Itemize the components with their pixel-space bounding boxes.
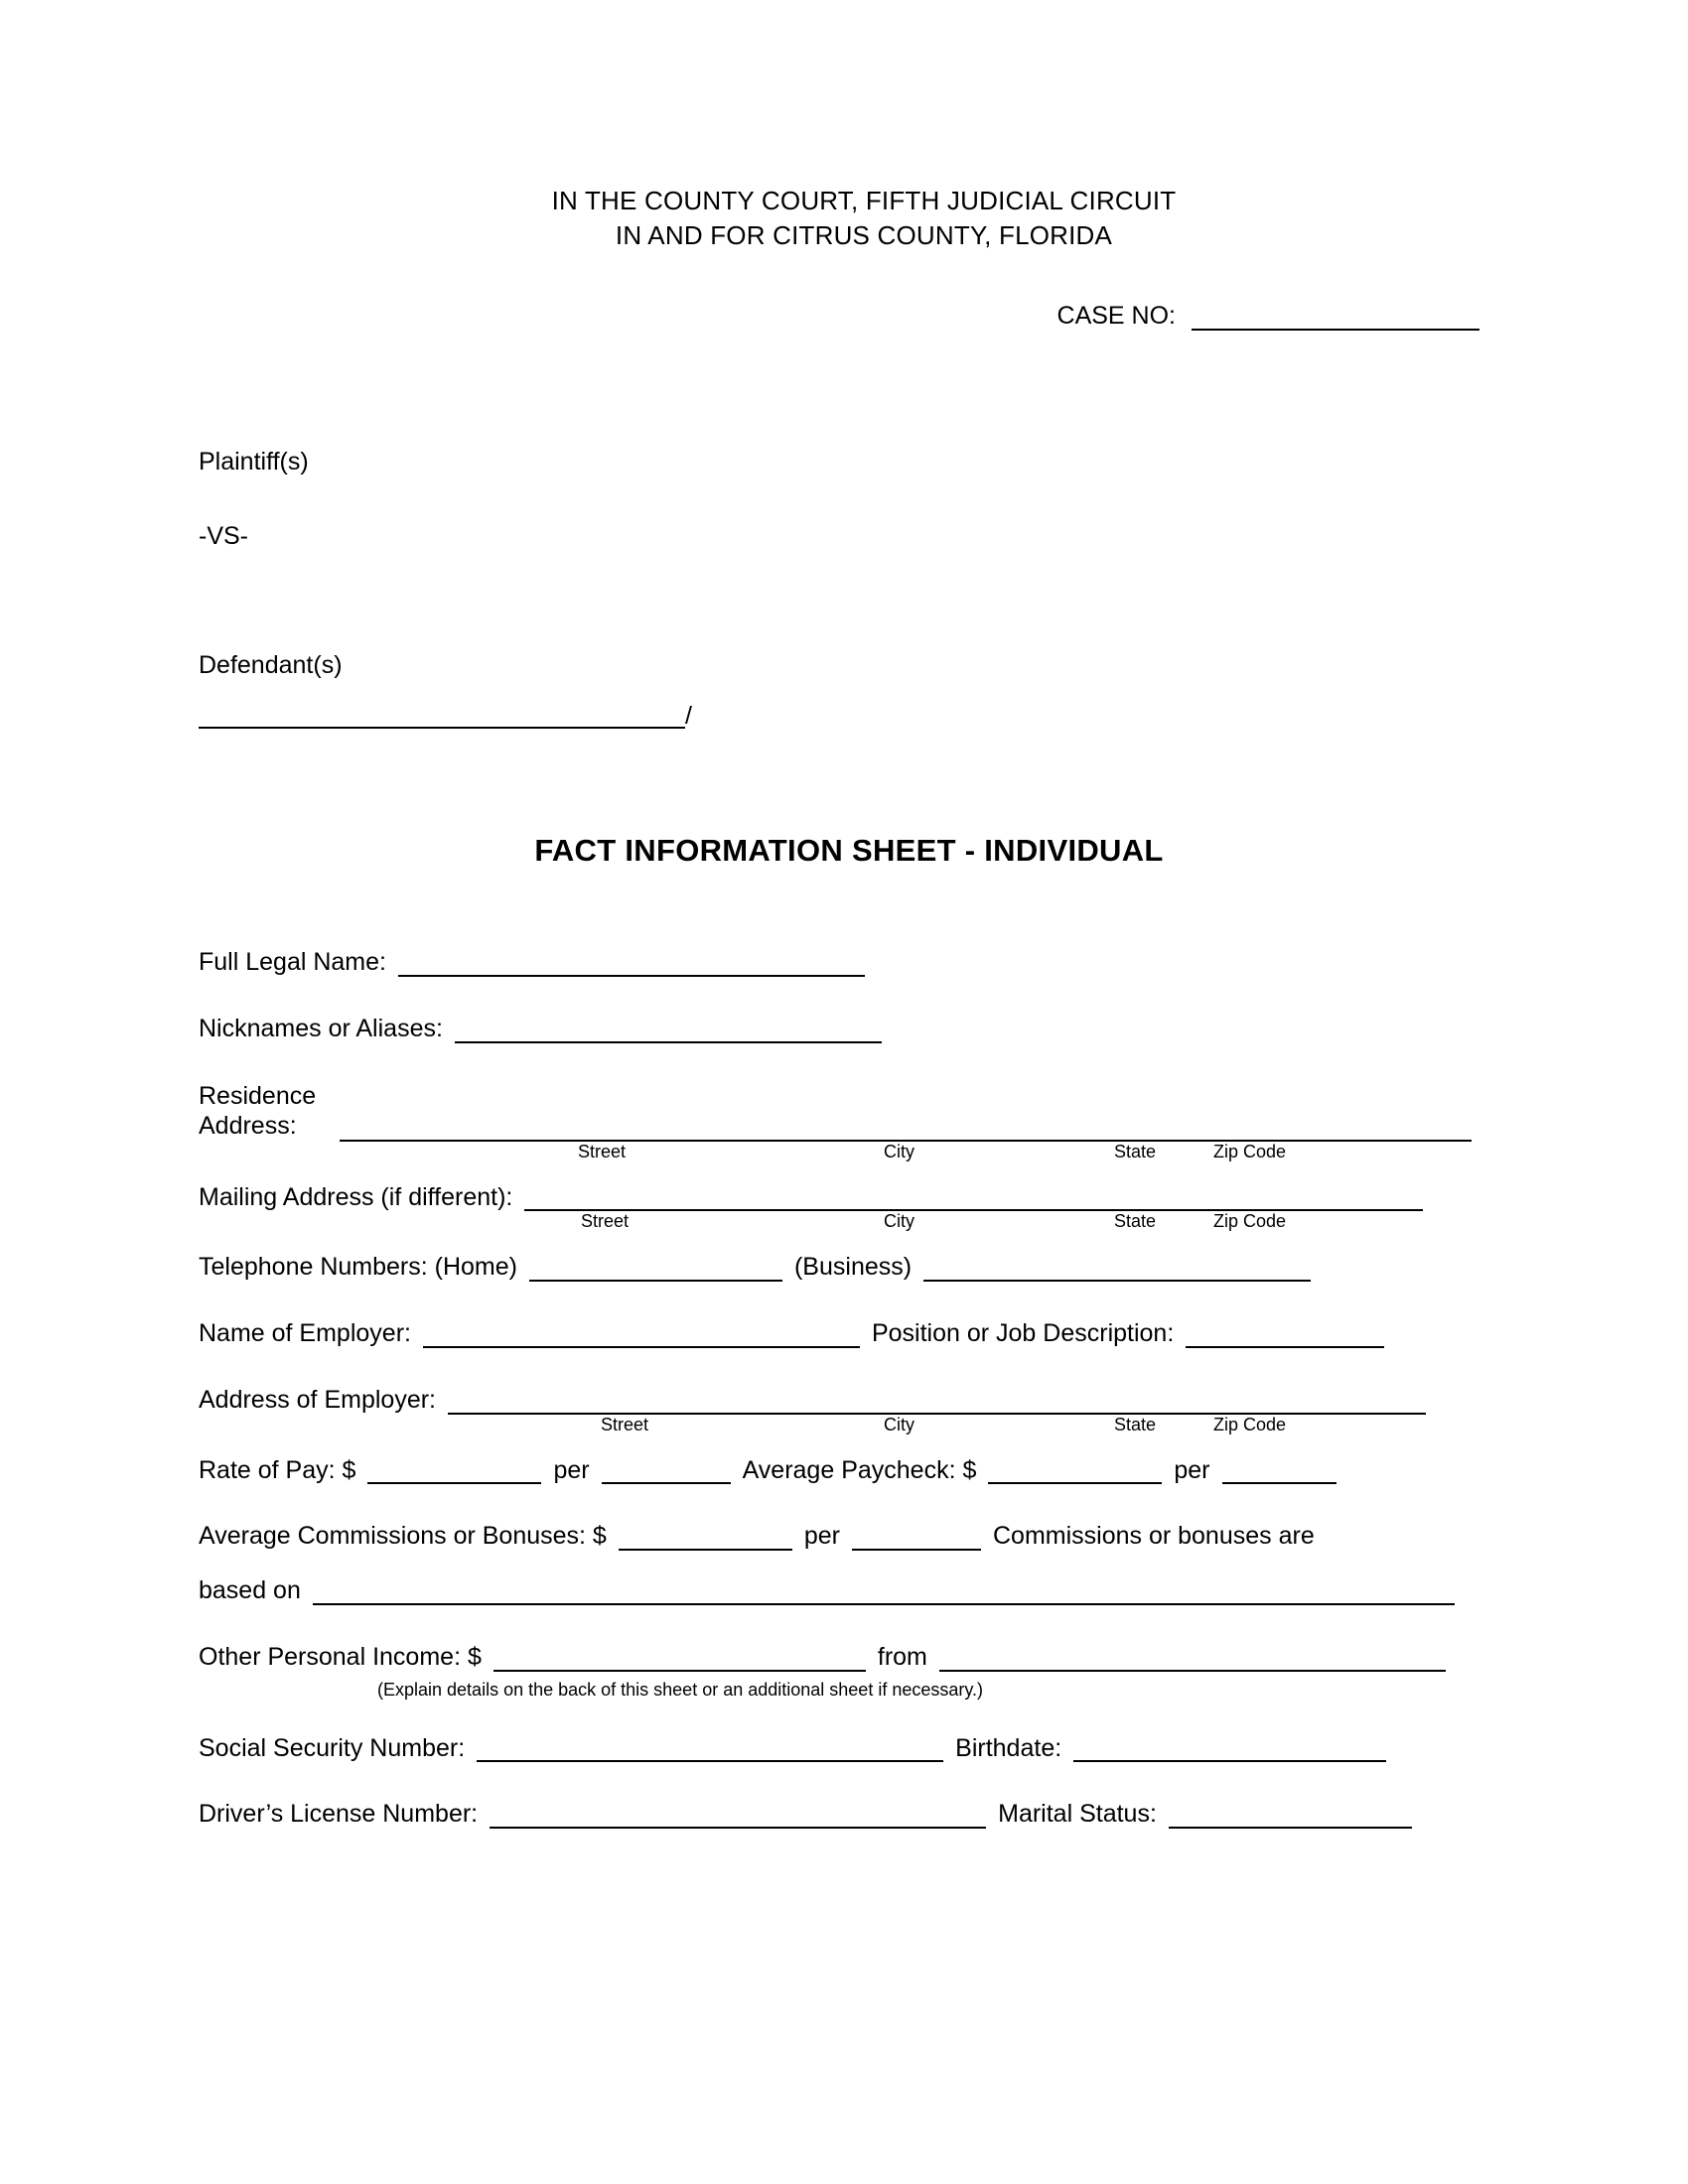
parties-block: [199, 450, 1489, 729]
field-full-legal-name: [199, 948, 1489, 977]
field-rate-of-pay: [199, 1456, 1489, 1485]
employer-street-label: Street: [601, 1414, 649, 1434]
plaintiff-label: Plaintiff(s): [199, 448, 309, 477]
social-security-blank[interactable]: [477, 1759, 943, 1762]
average-paycheck-per-label: per: [1174, 1455, 1210, 1484]
case-number-blank[interactable]: [1192, 328, 1479, 331]
form-fields: [199, 948, 1489, 1829]
average-commissions-label: Average Commissions or Bonuses: $: [199, 1522, 607, 1551]
employer-address-sublabels: [501, 1415, 1479, 1438]
full-legal-name-blank[interactable]: [398, 974, 865, 977]
field-nicknames: [199, 1015, 1489, 1043]
court-header-line-2: IN AND FOR CITRUS COUNTY, FLORIDA: [615, 219, 1113, 250]
other-income-from-blank[interactable]: [939, 1669, 1446, 1672]
business-phone-blank[interactable]: [923, 1279, 1311, 1282]
average-paycheck-label: Average Paycheck: $: [742, 1455, 977, 1484]
telephone-label: Telephone Numbers: (Home): [199, 1253, 517, 1282]
based-on-label: based on: [199, 1576, 301, 1605]
residence-street-label: Street: [578, 1141, 627, 1161]
defendant-blank[interactable]: [199, 726, 685, 729]
commissions-per-blank[interactable]: [852, 1548, 981, 1551]
field-mailing-address: [199, 1183, 1489, 1236]
mailing-address-sublabels: [581, 1211, 1479, 1235]
field-telephone-numbers: [199, 1253, 1489, 1282]
employer-zip-label: Zip Code: [1213, 1414, 1287, 1434]
based-on-blank[interactable]: [313, 1602, 1455, 1605]
birthdate-label: Birthdate:: [955, 1733, 1062, 1762]
nicknames-blank[interactable]: [455, 1040, 882, 1043]
field-based-on: [199, 1576, 1489, 1605]
full-legal-name-label: Full Legal Name:: [199, 948, 386, 977]
rate-of-pay-per-label: per: [553, 1455, 590, 1484]
birthdate-blank[interactable]: [1073, 1759, 1386, 1762]
form-title: FACT INFORMATION SHEET - INDIVIDUAL: [534, 833, 1164, 869]
rate-of-pay-label: Rate of Pay: $: [199, 1455, 356, 1484]
court-header-line-1: IN THE COUNTY COURT, FIFTH JUDICIAL CIRCUIT: [551, 186, 1177, 215]
residence-address-label: Residence Address:: [199, 1081, 317, 1141]
residence-city-label: City: [884, 1141, 914, 1161]
document-content: [199, 184, 1489, 1866]
court-header: [238, 184, 1489, 252]
position-label: Position or Job Description:: [871, 1319, 1175, 1348]
mailing-address-row: [199, 1183, 1489, 1212]
defendant-rule-row: [199, 704, 1489, 729]
field-other-personal-income: [199, 1643, 1489, 1672]
employer-state-label: State: [1114, 1414, 1157, 1434]
mailing-city-label: City: [884, 1211, 914, 1232]
average-commissions-blank[interactable]: [619, 1548, 792, 1551]
case-number-label: CASE NO:: [1056, 302, 1176, 331]
rate-of-pay-per-blank[interactable]: [602, 1481, 731, 1484]
nicknames-label: Nicknames or Aliases:: [199, 1014, 443, 1042]
employer-address-label: Address of Employer:: [199, 1385, 436, 1414]
other-income-label: Other Personal Income: $: [199, 1642, 482, 1671]
field-average-commissions: [199, 1522, 1489, 1551]
field-residence-address: [199, 1081, 1489, 1165]
versus-label: -VS-: [199, 522, 248, 551]
defendant-label: Defendant(s): [199, 651, 343, 680]
marital-status-label: Marital Status:: [998, 1800, 1157, 1829]
position-blank[interactable]: [1186, 1345, 1384, 1348]
other-income-from-label: from: [877, 1642, 927, 1671]
residence-address-row: [199, 1081, 1489, 1142]
residence-state-label: State: [1114, 1141, 1157, 1161]
residence-zip-label: Zip Code: [1213, 1141, 1287, 1161]
field-employer-address: [199, 1386, 1489, 1438]
case-number-row: [199, 302, 1489, 331]
field-social-security: [199, 1734, 1489, 1763]
field-drivers-license: [199, 1800, 1489, 1829]
commissions-based-text: Commissions or bonuses are: [992, 1522, 1315, 1551]
mailing-address-label: Mailing Address (if different):: [199, 1182, 513, 1211]
drivers-license-blank[interactable]: [490, 1826, 986, 1829]
mailing-street-label: Street: [581, 1211, 630, 1232]
mailing-zip-label: Zip Code: [1213, 1211, 1287, 1232]
business-label: (Business): [793, 1253, 913, 1282]
other-income-blank[interactable]: [493, 1669, 866, 1672]
employer-address-row: [199, 1386, 1489, 1415]
defendant-slash: /: [685, 702, 692, 731]
mailing-state-label: State: [1114, 1211, 1157, 1232]
explain-note: (Explain details on the back of this sheet or an additional sheet if necessary.): [377, 1679, 984, 1700]
home-phone-blank[interactable]: [529, 1279, 782, 1282]
average-paycheck-per-blank[interactable]: [1222, 1481, 1336, 1484]
employer-name-blank[interactable]: [423, 1345, 860, 1348]
rate-of-pay-blank[interactable]: [367, 1481, 541, 1484]
employer-city-label: City: [884, 1414, 914, 1434]
average-paycheck-blank[interactable]: [988, 1481, 1162, 1484]
marital-status-blank[interactable]: [1169, 1826, 1412, 1829]
social-security-label: Social Security Number:: [199, 1733, 466, 1762]
employer-name-label: Name of Employer:: [199, 1319, 411, 1348]
drivers-license-label: Driver’s License Number:: [199, 1800, 479, 1829]
commissions-per-label: per: [803, 1522, 840, 1551]
residence-address-sublabels: [348, 1142, 1479, 1165]
field-employer: [199, 1319, 1489, 1348]
